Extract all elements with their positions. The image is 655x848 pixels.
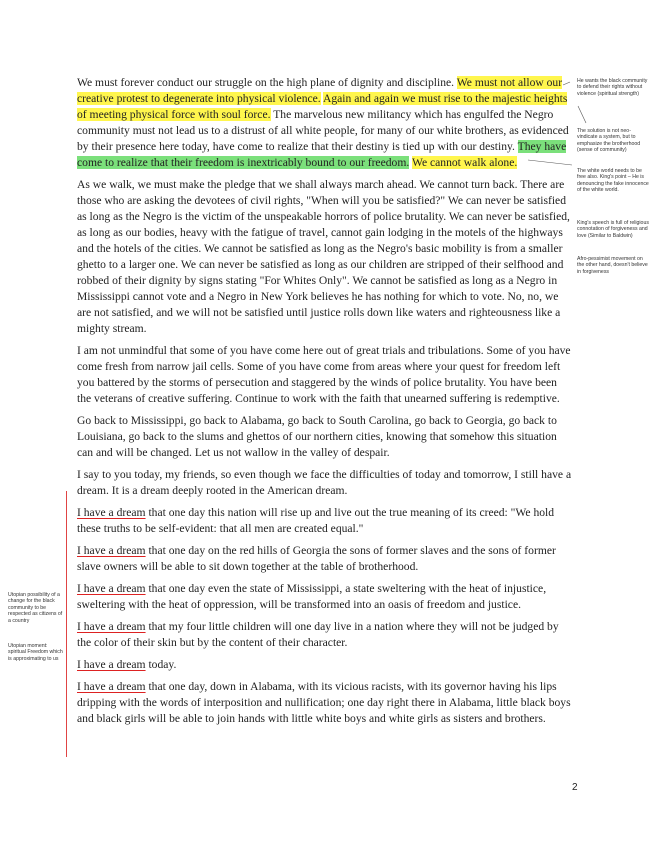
margin-rule-red — [66, 491, 67, 757]
text-run: that one day even the state of Mississippi, a state sweltering with the heat of injustice, sweltering with the heat of oppression, will be transformed into an oasis of freedom and justice. — [77, 582, 547, 611]
margin-note-right-1: He wants the black community to defend their rights without violence (spiritual strength) — [577, 78, 648, 97]
text-run: We must forever conduct our struggle on the high plane of dignity and discipline. — [77, 76, 457, 89]
highlight-green: They have come to realize that their freedom is inextricably bound to our freedom. — [77, 140, 567, 169]
page-number: 2 — [572, 782, 578, 793]
margin-note-left-2: Utopian moment: spiritual Freedom which is approximating to us — [8, 643, 63, 662]
paragraph — [77, 75, 572, 171]
margin-note-right-3: The white world needs to be free also. King's point – He is denouncing the fake innocence of the white world. — [577, 168, 649, 194]
underlined-phrase: I have a dream — [77, 658, 146, 671]
paragraph — [77, 505, 572, 537]
paragraph — [77, 543, 572, 575]
paragraph — [77, 467, 572, 499]
text-run: that my four little children will one day live in a nation where they will not be judged by the color of their skin but by the content of their character. — [77, 620, 559, 649]
paragraph — [77, 619, 572, 651]
paragraph — [77, 413, 572, 461]
text-run: today. — [145, 658, 177, 671]
text-run: that one day, down in Alabama, with its vicious racists, with its governor having his lips dripping with the words of interposition and nullification; one day right there in Alabama, little black boys and black girls will be able to join hands with little white boys and white girls as sisters and brothers. — [77, 680, 571, 725]
margin-note-right-2: The solution is not neo-vindicate a system, but to emphasize the brotherhood (sense of community) — [577, 128, 641, 154]
text-run: that one day this nation will rise up and live out the true meaning of its creed: "We hold these truths to be self-evident: that all men are created equal." — [77, 506, 555, 535]
text-run: that one day on the red hills of Georgia the sons of former slaves and the sons of former slave owners will be able to sit down together at the table of brotherhood. — [77, 544, 556, 573]
margin-note-right-4: King's speech is full of religious connotation of forgiveness and love (Similar to Baldwin) — [577, 220, 649, 239]
highlight-yellow: We cannot walk alone. — [411, 156, 518, 169]
paragraph — [77, 177, 572, 337]
paragraph — [77, 581, 572, 613]
margin-note-left-1: Utopian possibility of a change for the black community to be respected as citizens of a country — [8, 592, 63, 624]
underlined-phrase: I have a dream — [77, 582, 146, 595]
paragraph — [77, 657, 572, 673]
text-run: The marvelous new militancy which has engulfed the Negro community must not lead us to a distrust of all white people, for many of our white brothers, as evidenced by their presence here today, have come to realize that their destiny is tied up with our destiny. — [77, 108, 569, 153]
underlined-phrase: I have a dream — [77, 506, 146, 519]
underlined-phrase: I have a dream — [77, 544, 146, 557]
text-run: As we walk, we must make the pledge that we shall always march ahead. We cannot turn back. There are those who are asking the devotees of civil rights, "When will you be satisfied?" We can never be satisfied as long as the Negro is the victim of the unspeakable horrors of police brutality. We can never be satisfied, as long as our bodies, heavy with the fatigue of travel, cannot gain lodging in the motels of the highways and the hotels of the cities. We cannot be satisfied as long as the Negro's basic mobility is from a smaller ghetto to a larger one. We can never be satisfied as long as our children are stripped of their selfhood and robbed of their dignity by signs stating "For Whites Only". We cannot be satisfied as long as a Negro in Mississippi cannot vote and a Negro in New York believes he has nothing for which to vote. No, no, we are not satisfied, and we will not be satisfied until justice rolls down like waters and righteousness like a mighty stream. — [77, 178, 570, 335]
paragraph — [77, 679, 572, 727]
margin-note-right-5: Afro-pessimist movement on the other hand, doesn't believe in forgiveness — [577, 256, 648, 275]
text-run: I am not unmindful that some of you have come here out of great trials and tribulations. Some of you have come fresh from narrow jail cells. Some of you have come from areas where your quest for freedom left you battered by the storms of persecution and staggered by the winds of police brutality. You have been the veterans of creative suffering. Continue to work with the faith that unearned suffering is redemptive. — [77, 344, 571, 405]
paragraph — [77, 343, 572, 407]
underlined-phrase: I have a dream — [77, 680, 146, 693]
text-run: I say to you today, my friends, so even though we face the difficulties of today and tomorrow, I still have a dream. It is a dream deeply rooted in the American dream. — [77, 468, 572, 497]
underlined-phrase: I have a dream — [77, 620, 146, 633]
highlight-yellow: Again and again we must rise to the majestic heights of meeting physical force with soul force. — [77, 92, 568, 121]
highlight-yellow: We must not allow our creative protest to degenerate into physical violence. — [77, 76, 563, 105]
text-run: Go back to Mississippi, go back to Alabama, go back to South Carolina, go back to Georgia, go back to Louisiana, go back to the slums and ghettos of our northern cities, knowing that somehow this situation can and will be changed. Let us not wallow in the valley of despair. — [77, 414, 557, 459]
speech-body — [77, 75, 572, 733]
